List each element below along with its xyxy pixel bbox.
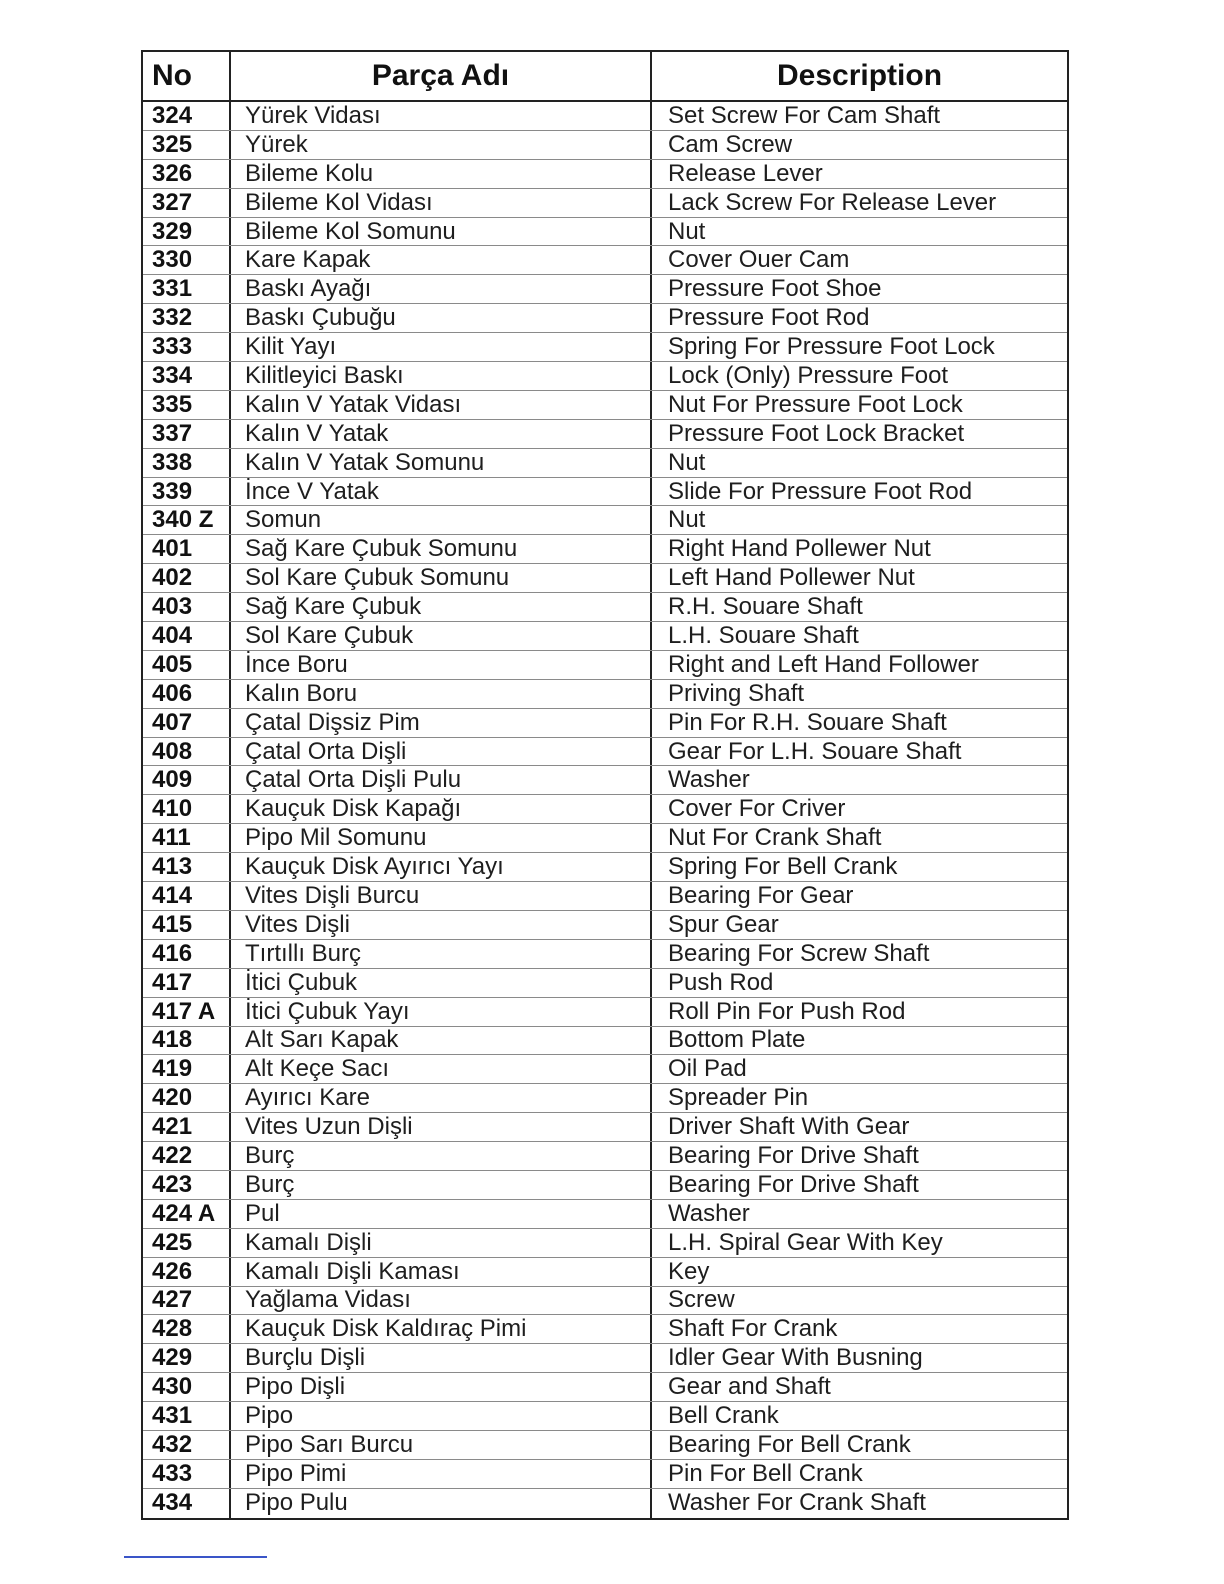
- table-row: [143, 969, 1067, 998]
- table-row: [143, 998, 1067, 1027]
- table-row: [143, 275, 1067, 304]
- footer-divider: [124, 1556, 267, 1558]
- part-name-cell: Vites Dişli Burcu: [231, 882, 652, 910]
- part-name-cell: Kare Kapak: [231, 246, 652, 274]
- part-description-cell: Slide For Pressure Foot Rod: [668, 477, 973, 505]
- table-row: [143, 391, 1067, 420]
- table-row: [143, 478, 1067, 507]
- part-description-cell: Roll Pin For Push Rod: [668, 997, 906, 1025]
- part-number-cell: 422: [143, 1142, 231, 1170]
- table-row: [143, 738, 1067, 767]
- table-row: [143, 1287, 1067, 1316]
- header-no: No: [143, 52, 231, 100]
- part-name-cell: Kilitleyici Baskı: [231, 362, 652, 390]
- part-name-cell: Kalın V Yatak: [231, 420, 652, 448]
- part-description-cell: R.H. Souare Shaft: [668, 593, 863, 621]
- table-row: [143, 1113, 1067, 1142]
- table-row: [143, 506, 1067, 535]
- part-number-cell: 407: [143, 709, 231, 737]
- part-description-cell: Gear and Shaft: [668, 1373, 831, 1401]
- part-number-cell: 325: [143, 131, 231, 159]
- table-row: [143, 882, 1067, 911]
- part-description-cell: Bearing For Drive Shaft: [668, 1142, 919, 1170]
- part-name-cell: Tırtıllı Burç: [231, 940, 652, 968]
- table-row: [143, 1431, 1067, 1460]
- part-number-cell: 406: [143, 680, 231, 708]
- part-number-cell: 334: [143, 362, 231, 390]
- part-description-cell: Nut: [668, 506, 706, 534]
- table-row: [143, 593, 1067, 622]
- table-row: [143, 1258, 1067, 1287]
- part-number-cell: 423: [143, 1171, 231, 1199]
- part-number-cell: 327: [143, 189, 231, 217]
- part-name-cell: Çatal Dişsiz Pim: [231, 709, 652, 737]
- part-description-cell: Nut: [668, 217, 706, 245]
- part-number-cell: 414: [143, 882, 231, 910]
- part-number-cell: 416: [143, 940, 231, 968]
- part-name-cell: Kilit Yayı: [231, 333, 652, 361]
- part-description-cell: Spring For Pressure Foot Lock: [668, 333, 995, 361]
- table-row: [143, 131, 1067, 160]
- part-number-cell: 420: [143, 1084, 231, 1112]
- part-number-cell: 425: [143, 1229, 231, 1257]
- table-row: [143, 1344, 1067, 1373]
- part-description-cell: Spreader Pin: [668, 1084, 809, 1112]
- part-description-cell: Right Hand Pollewer Nut: [668, 535, 931, 563]
- part-description-cell: Right and Left Hand Follower: [668, 650, 979, 678]
- part-description-cell: Idler Gear With Busning: [668, 1344, 923, 1372]
- part-number-cell: 419: [143, 1055, 231, 1083]
- part-name-cell: Kamalı Dişli Kaması: [231, 1258, 652, 1286]
- part-description-cell: L.H. Souare Shaft: [668, 622, 859, 649]
- part-number-cell: 433: [143, 1460, 231, 1488]
- part-number-cell: 403: [143, 593, 231, 621]
- part-name-cell: Baskı Ayağı: [231, 275, 652, 303]
- header-part-name: Parça Adı: [231, 52, 652, 100]
- part-name-cell: Burç: [231, 1171, 652, 1199]
- part-name-cell: Yürek Vidası: [231, 102, 652, 130]
- part-name-cell: Sağ Kare Çubuk: [231, 593, 652, 621]
- part-description-cell: Driver Shaft With Gear: [668, 1113, 910, 1141]
- part-number-cell: 408: [143, 738, 231, 766]
- table-row: [143, 651, 1067, 680]
- part-number-cell: 431: [143, 1402, 231, 1430]
- table-row: [143, 853, 1067, 882]
- part-number-cell: 326: [143, 160, 231, 188]
- table-row: [143, 680, 1067, 709]
- part-number-cell: 410: [143, 795, 231, 823]
- part-description-cell: Pressure Foot Lock Bracket: [668, 419, 965, 447]
- part-number-cell: 402: [143, 564, 231, 592]
- part-description-cell: Washer: [668, 1199, 750, 1227]
- part-description-cell: Screw: [668, 1286, 735, 1314]
- part-name-cell: Pipo: [231, 1402, 652, 1430]
- table-row: [143, 911, 1067, 940]
- part-name-cell: Sol Kare Çubuk: [231, 622, 652, 650]
- part-name-cell: Sağ Kare Çubuk Somunu: [231, 535, 652, 563]
- table-row: [143, 940, 1067, 969]
- part-name-cell: İtici Çubuk Yayı: [231, 998, 652, 1026]
- part-number-cell: 430: [143, 1373, 231, 1401]
- part-description-cell: Spring For Bell Crank: [668, 853, 898, 881]
- part-number-cell: 426: [143, 1258, 231, 1286]
- part-name-cell: Vites Dişli: [231, 911, 652, 939]
- part-description-cell: Nut For Crank Shaft: [668, 824, 882, 852]
- part-description-cell: Oil Pad: [668, 1055, 747, 1083]
- table-row: [143, 102, 1067, 131]
- table-row: [143, 160, 1067, 189]
- table-row: [143, 709, 1067, 738]
- part-description-cell: Shaft For Crank: [668, 1315, 838, 1343]
- part-name-cell: Burç: [231, 1142, 652, 1170]
- part-number-cell: 330: [143, 246, 231, 274]
- part-description-cell: Key: [668, 1257, 710, 1285]
- table-row: [143, 535, 1067, 564]
- part-name-cell: Kauçuk Disk Kaldıraç Pimi: [231, 1315, 652, 1343]
- part-name-cell: Pipo Mil Somunu: [231, 824, 652, 852]
- part-number-cell: 432: [143, 1431, 231, 1459]
- table-row: [143, 766, 1067, 795]
- part-number-cell: 340 Z: [143, 506, 231, 534]
- part-number-cell: 332: [143, 304, 231, 332]
- part-name-cell: Alt Keçe Sacı: [231, 1055, 652, 1083]
- part-name-cell: Pul: [231, 1200, 652, 1228]
- part-description-cell: Cam Screw: [668, 130, 793, 158]
- table-row: [143, 795, 1067, 824]
- part-name-cell: Somun: [231, 506, 652, 534]
- table-header: [143, 52, 1067, 102]
- part-description-cell: Push Rod: [668, 968, 774, 996]
- header-description: Description: [776, 59, 943, 92]
- part-name-cell: Sol Kare Çubuk Somunu: [231, 564, 652, 592]
- table-row: [143, 1460, 1067, 1489]
- part-description-cell: Pin For Bell Crank: [668, 1459, 863, 1487]
- part-number-cell: 417 A: [143, 998, 231, 1026]
- part-name-cell: Bileme Kol Vidası: [231, 189, 652, 217]
- part-description-cell: Lock (Only) Pressure Foot: [668, 362, 949, 389]
- part-number-cell: 329: [143, 218, 231, 246]
- part-number-cell: 411: [143, 824, 231, 852]
- table-row: [143, 1084, 1067, 1113]
- table-row: [143, 304, 1067, 333]
- part-name-cell: Kalın Boru: [231, 680, 652, 708]
- part-name-cell: İnce V Yatak: [231, 478, 652, 506]
- part-number-cell: 417: [143, 969, 231, 997]
- part-description-cell: Spur Gear: [668, 910, 779, 938]
- part-description-cell: Release Lever: [668, 159, 823, 187]
- part-description-cell: Washer For Crank Shaft: [668, 1489, 926, 1517]
- part-number-cell: 415: [143, 911, 231, 939]
- part-name-cell: İtici Çubuk: [231, 969, 652, 997]
- table-row: [143, 420, 1067, 449]
- part-number-cell: 404: [143, 622, 231, 650]
- part-description-cell: Left Hand Pollewer Nut: [668, 564, 915, 592]
- part-number-cell: 405: [143, 651, 231, 679]
- part-name-cell: İnce Boru: [231, 651, 652, 679]
- table-row: [143, 1315, 1067, 1344]
- part-number-cell: 409: [143, 766, 231, 794]
- part-description-cell: Priving Shaft: [668, 679, 805, 707]
- part-number-cell: 424 A: [143, 1200, 231, 1228]
- part-number-cell: 333: [143, 333, 231, 361]
- part-description-cell: Lack Screw For Release Lever: [668, 188, 997, 216]
- part-number-cell: 418: [143, 1027, 231, 1055]
- table-row: [143, 622, 1067, 651]
- part-number-cell: 434: [143, 1489, 231, 1518]
- part-name-cell: Pipo Pulu: [231, 1489, 652, 1518]
- part-name-cell: Vites Uzun Dişli: [231, 1113, 652, 1141]
- part-number-cell: 427: [143, 1287, 231, 1315]
- part-name-cell: Alt Sarı Kapak: [231, 1027, 652, 1055]
- part-name-cell: Yürek: [231, 131, 652, 159]
- part-number-cell: 421: [143, 1113, 231, 1141]
- table-row: [143, 1142, 1067, 1171]
- part-description-cell: Bell Crank: [668, 1402, 779, 1430]
- part-description-cell: L.H. Spiral Gear With Key: [668, 1228, 943, 1256]
- part-name-cell: Bileme Kol Somunu: [231, 218, 652, 246]
- table-row: [143, 1027, 1067, 1056]
- part-name-cell: Bileme Kolu: [231, 160, 652, 188]
- table-row: [143, 218, 1067, 247]
- parts-table: [141, 50, 1069, 1520]
- part-number-cell: 337: [143, 420, 231, 448]
- table-row: [143, 362, 1067, 391]
- table-body: [143, 102, 1067, 1518]
- table-row: [143, 449, 1067, 478]
- part-description-cell: Nut For Pressure Foot Lock: [668, 390, 963, 418]
- part-number-cell: 428: [143, 1315, 231, 1343]
- part-name-cell: Pipo Sarı Burcu: [231, 1431, 652, 1459]
- part-name-cell: Yağlama Vidası: [231, 1287, 652, 1315]
- part-description-cell: Bearing For Gear: [668, 882, 854, 909]
- part-name-cell: Kauçuk Disk Ayırıcı Yayı: [231, 853, 652, 881]
- part-name-cell: Burçlu Dişli: [231, 1344, 652, 1372]
- table-row: [143, 246, 1067, 275]
- table-row: [143, 1489, 1067, 1518]
- part-name-cell: Kalın V Yatak Vidası: [231, 391, 652, 419]
- table-row: [143, 1373, 1067, 1402]
- table-row: [143, 564, 1067, 593]
- table-row: [143, 1200, 1067, 1229]
- part-description-cell: Bottom Plate: [668, 1026, 806, 1054]
- part-name-cell: Pipo Dişli: [231, 1373, 652, 1401]
- part-description-cell: Cover For Criver: [668, 795, 846, 823]
- table-row: [143, 1402, 1067, 1431]
- part-description-cell: Bearing For Screw Shaft: [668, 939, 930, 967]
- part-name-cell: Kamalı Dişli: [231, 1229, 652, 1257]
- table-row: [143, 189, 1067, 218]
- part-name-cell: Baskı Çubuğu: [231, 304, 652, 332]
- part-number-cell: 413: [143, 853, 231, 881]
- part-number-cell: 324: [143, 102, 231, 130]
- part-description-cell: Pressure Foot Rod: [668, 304, 870, 332]
- table-row: [143, 1171, 1067, 1200]
- part-description-cell: Bearing For Bell Crank: [668, 1430, 911, 1458]
- part-description-cell: Cover Ouer Cam: [668, 246, 850, 274]
- part-name-cell: Kalın V Yatak Somunu: [231, 449, 652, 477]
- part-name-cell: Çatal Orta Dişli Pulu: [231, 766, 652, 794]
- part-name-cell: Pipo Pimi: [231, 1460, 652, 1488]
- part-description-cell: Nut: [668, 448, 706, 476]
- table-row: [143, 1055, 1067, 1084]
- part-name-cell: Kauçuk Disk Kapağı: [231, 795, 652, 823]
- part-name-cell: Çatal Orta Dişli: [231, 738, 652, 766]
- part-description-cell: Pressure Foot Shoe: [668, 275, 882, 303]
- part-number-cell: 331: [143, 275, 231, 303]
- table-row: [143, 824, 1067, 853]
- part-number-cell: 339: [143, 478, 231, 506]
- part-description-cell: Gear For L.H. Souare Shaft: [668, 737, 962, 765]
- part-description-cell: Washer: [668, 766, 750, 794]
- table-row: [143, 1229, 1067, 1258]
- table-row: [143, 333, 1067, 362]
- part-number-cell: 335: [143, 391, 231, 419]
- part-number-cell: 338: [143, 449, 231, 477]
- part-name-cell: Ayırıcı Kare: [231, 1084, 652, 1112]
- part-number-cell: 401: [143, 535, 231, 563]
- part-description-cell: Bearing For Drive Shaft: [668, 1170, 919, 1198]
- part-description-cell: Pin For R.H. Souare Shaft: [668, 708, 947, 736]
- part-number-cell: 429: [143, 1344, 231, 1372]
- part-description-cell: Set Screw For Cam Shaft: [668, 102, 941, 129]
